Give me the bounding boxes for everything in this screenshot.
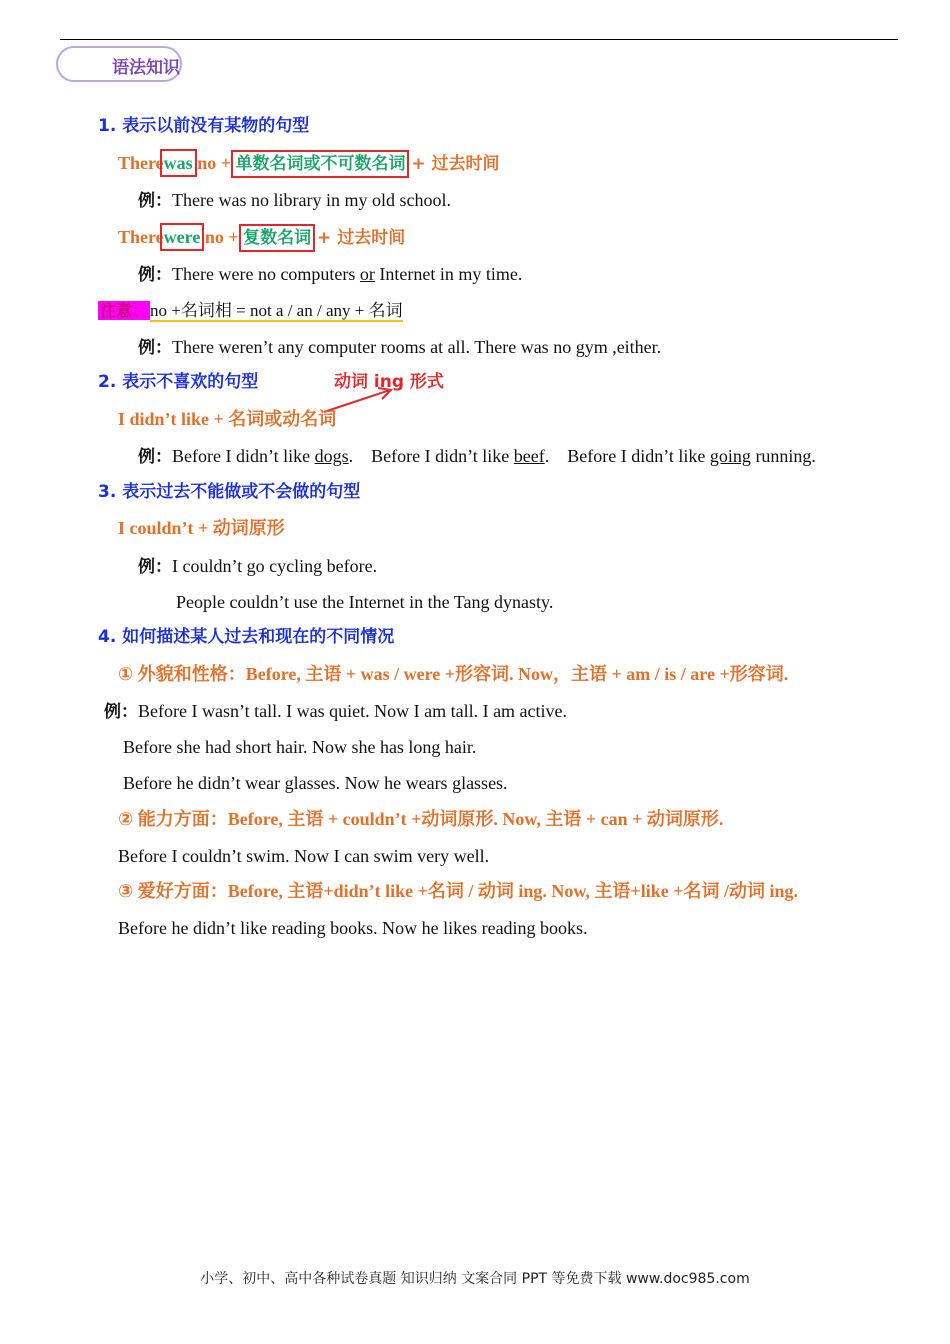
- example-text: There were no computers: [172, 264, 360, 284]
- s4-p1-example-1: [104, 699, 567, 724]
- example-text: There weren’t any computer rooms at all. There was no gym ,either.: [172, 337, 662, 357]
- s4-point-1: ① 外貌和性格：Before, 主语 + was / were +形容词. Now，主语 + am / is / are +形容词.: [118, 664, 789, 684]
- s1-example-3: [138, 335, 661, 360]
- s3-example-1: [138, 554, 377, 579]
- s3-example-2: People couldn’t use the Internet in the Tang dynasty.: [176, 592, 554, 612]
- s1-example-1: [138, 188, 451, 213]
- example-label: 例：: [138, 338, 172, 358]
- word-was-boxed: was: [163, 153, 193, 173]
- example-text: There was no library in my old school.: [172, 190, 451, 210]
- header-rule: [60, 39, 898, 40]
- s4-point-2: ② 能力方面：Before, 主语 + couldn’t +动词原形. Now, 主语 + can + 动词原形.: [118, 809, 724, 829]
- example-part: Before I didn’t like: [172, 446, 315, 466]
- s1-formula-were: [118, 225, 405, 250]
- s3-formula: I couldn’t + 动词原形: [118, 518, 285, 538]
- s2-formula: I didn’t like + 名词或动名词: [118, 409, 337, 429]
- s4-point-3: ③ 爱好方面：Before, 主语+didn’t like +名词 / 动词 ing. Now, 主语+like +名词 /动词 ing.: [118, 881, 798, 901]
- s1-title: 1. 表示以前没有某物的句型: [98, 116, 310, 136]
- example-text: Before I wasn’t tall. I was quiet. Now I am tall. I am active.: [138, 701, 568, 721]
- s2-example: [138, 444, 816, 469]
- example-label: 例：: [138, 265, 172, 285]
- example-label: 例：: [138, 447, 172, 467]
- s2-annotation: 动词 ing 形式: [334, 372, 444, 392]
- s1-formula-was: [118, 151, 500, 176]
- s1-example-2: [138, 262, 522, 287]
- note-label: 注意：: [100, 301, 149, 320]
- page-footer: 小学、初中、高中各种试卷真题 知识归纳 文案合同 PPT 等免费下载 www.doc985.com: [200, 1271, 750, 1287]
- note-rule: no +名词相 = not a / an / any + 名词: [150, 301, 403, 320]
- s4-p1-example-3: Before he didn’t wear glasses. Now he wears glasses.: [123, 773, 508, 793]
- example-part: running.: [750, 446, 816, 466]
- s3-title: 3. 表示过去不能做或不会做的句型: [98, 482, 361, 502]
- noun-type-boxed: 复数名词: [243, 228, 312, 248]
- example-text: I couldn’t go cycling before.: [172, 556, 378, 576]
- example-label: 例：: [138, 191, 172, 211]
- underlined-beef: beef: [513, 446, 545, 466]
- noun-type-boxed: 单数名词或不可数名词: [235, 154, 406, 174]
- s4-p2-example: Before I couldn’t swim. Now I can swim very well.: [118, 846, 490, 866]
- time-phrase: + 过去时间: [405, 154, 500, 174]
- s4-p1-example-2: Before she had short hair. Now she has long hair.: [123, 737, 477, 757]
- example-label: 例：: [138, 557, 172, 577]
- word-no: no +: [192, 153, 236, 173]
- word-there: There: [118, 153, 164, 173]
- example-part: . Before I didn’t like: [544, 446, 710, 466]
- word-no: no +: [200, 227, 244, 247]
- word-there: There: [118, 227, 164, 247]
- underlined-going: going: [709, 446, 751, 466]
- time-phrase: + 过去时间: [311, 228, 406, 248]
- s2-title: 2. 表示不喜欢的句型: [98, 372, 259, 392]
- underlined-dogs: dogs: [314, 446, 349, 466]
- s1-note: [98, 298, 403, 323]
- example-part: . Before I didn’t like: [348, 446, 514, 466]
- section-badge-label: 语法知识: [112, 58, 180, 78]
- s4-title: 4. 如何描述某人过去和现在的不同情况: [98, 627, 395, 647]
- s4-p3-example: Before he didn’t like reading books. Now he likes reading books.: [118, 918, 588, 938]
- example-text-end: Internet in my time.: [374, 264, 523, 284]
- word-were-boxed: were: [163, 227, 201, 247]
- underlined-or: or: [359, 264, 375, 284]
- example-label: 例：: [104, 702, 138, 722]
